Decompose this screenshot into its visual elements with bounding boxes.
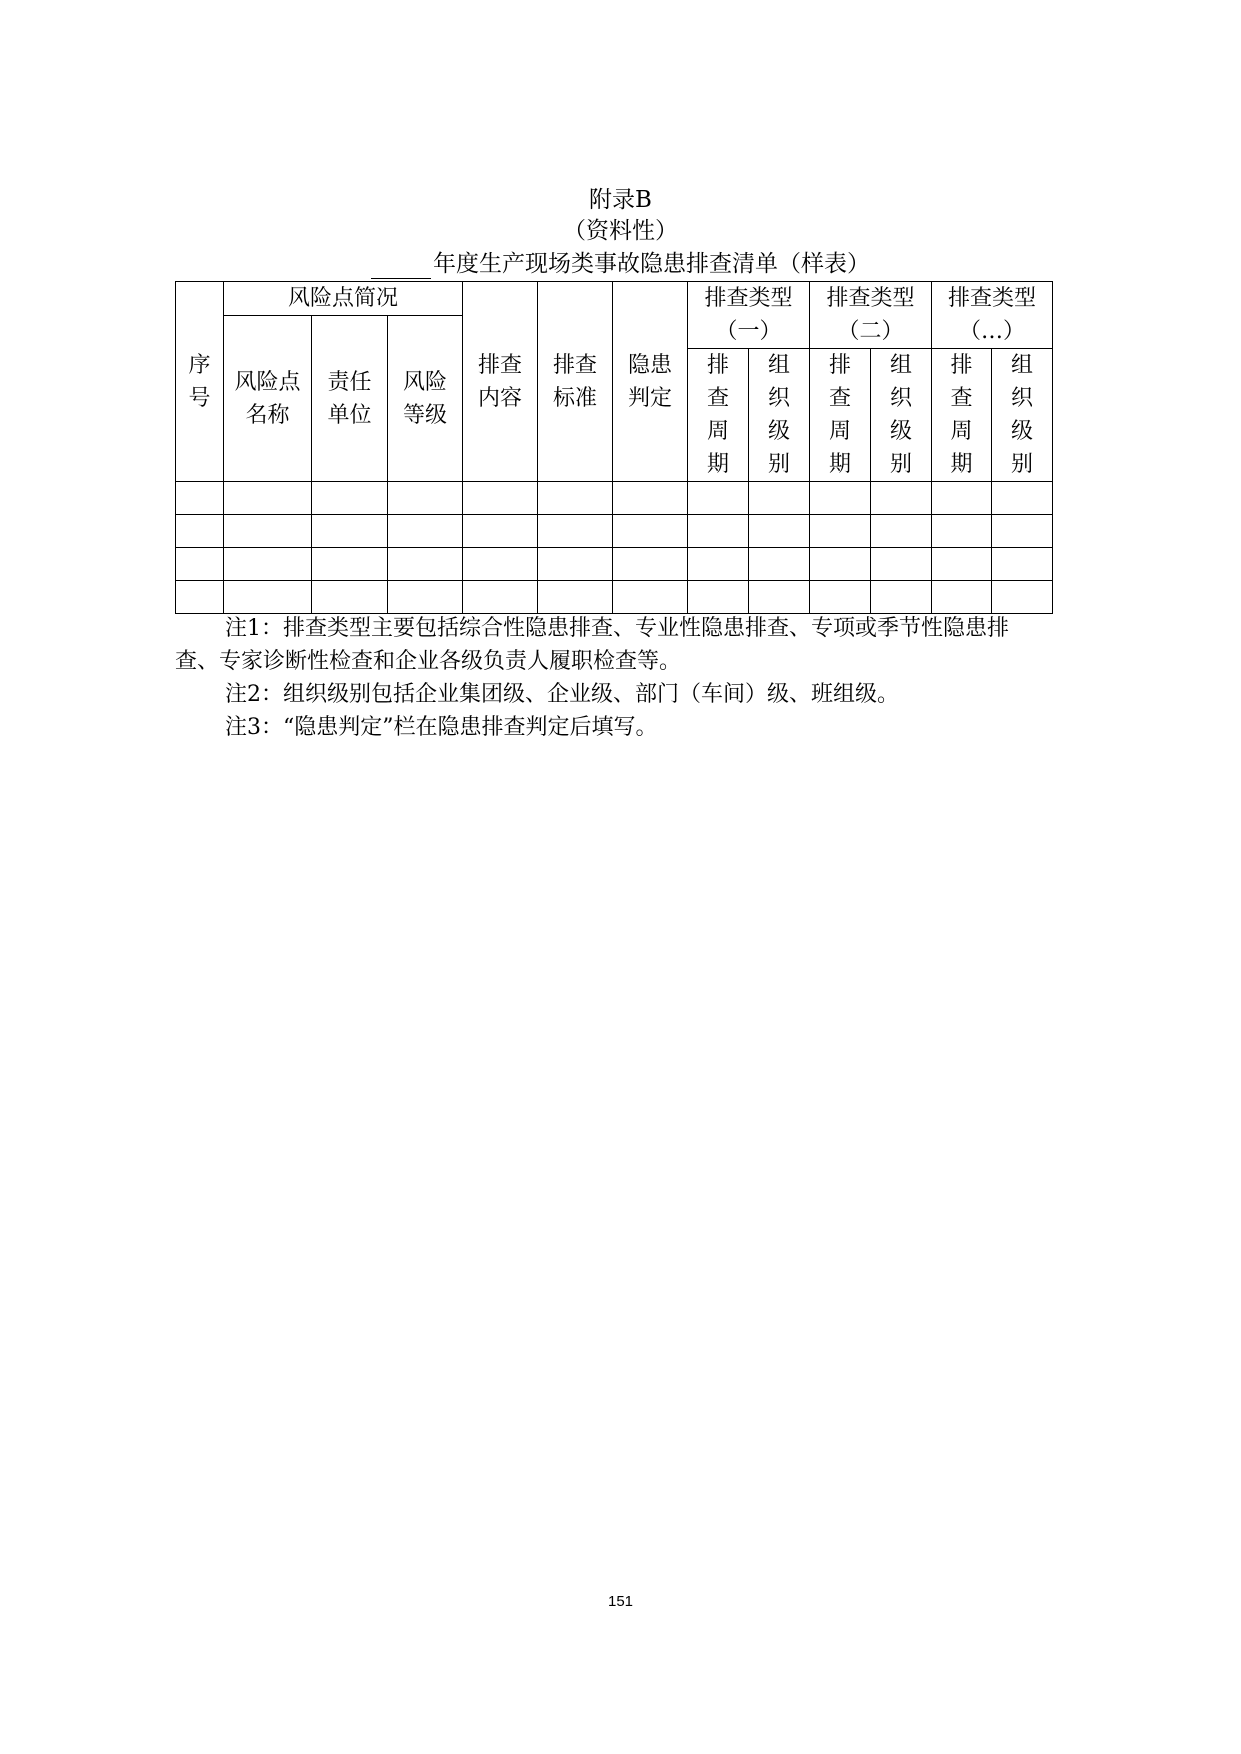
header-check-content: 排查 内容 bbox=[463, 282, 538, 482]
table-cell bbox=[749, 482, 810, 515]
table-cell bbox=[388, 548, 463, 581]
table-cell bbox=[871, 548, 932, 581]
table-cell bbox=[688, 482, 749, 515]
table-title bbox=[0, 249, 1241, 279]
table-cell bbox=[176, 548, 224, 581]
appendix-nature: （资料性） bbox=[563, 218, 678, 244]
table-cell bbox=[224, 515, 312, 548]
table-cell bbox=[688, 581, 749, 614]
table-row bbox=[176, 482, 1053, 515]
header-risk-level: 风险 等级 bbox=[388, 316, 463, 482]
table-cell bbox=[613, 548, 688, 581]
notes bbox=[175, 612, 1052, 744]
header-level-1: 组 织 级 别 bbox=[749, 349, 810, 482]
header-risk-name: 风险点 名称 bbox=[224, 316, 312, 482]
table-cell bbox=[176, 482, 224, 515]
header-check-type-n: 排查类型 （…） bbox=[932, 282, 1053, 349]
table-cell bbox=[992, 515, 1053, 548]
note-1: 注1：排查类型主要包括综合性隐患排查、专业性隐患排查、专项或季节性隐患排查、专家诊断性检查和企业各级负责人履职检查等。 bbox=[175, 616, 1009, 674]
table-cell bbox=[463, 581, 538, 614]
table-cell bbox=[810, 548, 871, 581]
hazard-checklist-table bbox=[175, 281, 1053, 614]
header-check-type-1: 排查类型 （一） bbox=[688, 282, 810, 349]
table-cell bbox=[463, 482, 538, 515]
table-cell bbox=[688, 548, 749, 581]
table-cell bbox=[992, 482, 1053, 515]
table-cell bbox=[613, 482, 688, 515]
table-cell bbox=[463, 548, 538, 581]
table-cell bbox=[749, 548, 810, 581]
table-cell bbox=[224, 581, 312, 614]
table-cell bbox=[992, 548, 1053, 581]
table-row bbox=[176, 581, 1053, 614]
table-cell bbox=[871, 515, 932, 548]
appendix-title: 附录B bbox=[589, 187, 652, 213]
year-blank bbox=[371, 256, 431, 279]
page-number: 151 bbox=[607, 1593, 634, 1610]
table-title-text: 年度生产现场类事故隐患排查清单（样表） bbox=[433, 251, 870, 277]
header-level-2: 组 织 级 别 bbox=[871, 349, 932, 482]
table-cell bbox=[613, 515, 688, 548]
note-3: 注3：“隐患判定”栏在隐患排查判定后填写。 bbox=[225, 715, 658, 740]
table-cell bbox=[810, 581, 871, 614]
table-cell bbox=[463, 515, 538, 548]
header-level-n: 组 织 级 别 bbox=[992, 349, 1053, 482]
table-cell bbox=[538, 581, 613, 614]
table-row bbox=[176, 515, 1053, 548]
table-cell bbox=[388, 482, 463, 515]
table-cell bbox=[749, 581, 810, 614]
note-2: 注2：组织级别包括企业集团级、企业级、部门（车间）级、班组级。 bbox=[225, 682, 899, 707]
table-cell bbox=[992, 581, 1053, 614]
header-cycle-1: 排 查 周 期 bbox=[688, 349, 749, 482]
table-cell bbox=[871, 581, 932, 614]
table-cell bbox=[871, 482, 932, 515]
header-risk-overview: 风险点简况 bbox=[224, 282, 463, 316]
header-hazard-judgement: 隐患 判定 bbox=[613, 282, 688, 482]
table-cell bbox=[613, 581, 688, 614]
header-resp-unit: 责任 单位 bbox=[312, 316, 388, 482]
table-cell bbox=[388, 515, 463, 548]
table-cell bbox=[224, 548, 312, 581]
header-seq: 序 号 bbox=[176, 282, 224, 482]
table-cell bbox=[176, 581, 224, 614]
table-cell bbox=[932, 482, 992, 515]
table-cell bbox=[312, 482, 388, 515]
header-cycle-2: 排 查 周 期 bbox=[810, 349, 871, 482]
table-cell bbox=[932, 548, 992, 581]
table-cell bbox=[749, 515, 810, 548]
table-row bbox=[176, 548, 1053, 581]
table-cell bbox=[312, 548, 388, 581]
table-cell bbox=[312, 515, 388, 548]
table-cell bbox=[388, 581, 463, 614]
table-cell bbox=[932, 515, 992, 548]
table-cell bbox=[810, 515, 871, 548]
table-cell bbox=[538, 515, 613, 548]
table-cell bbox=[932, 581, 992, 614]
table-cell bbox=[312, 581, 388, 614]
header-check-standard: 排查 标准 bbox=[538, 282, 613, 482]
table-cell bbox=[688, 515, 749, 548]
header-check-type-2: 排查类型 （二） bbox=[810, 282, 932, 349]
header-cycle-n: 排 查 周 期 bbox=[932, 349, 992, 482]
table-cell bbox=[810, 482, 871, 515]
table-cell bbox=[224, 482, 312, 515]
table-cell bbox=[176, 515, 224, 548]
table-cell bbox=[538, 482, 613, 515]
table-cell bbox=[538, 548, 613, 581]
